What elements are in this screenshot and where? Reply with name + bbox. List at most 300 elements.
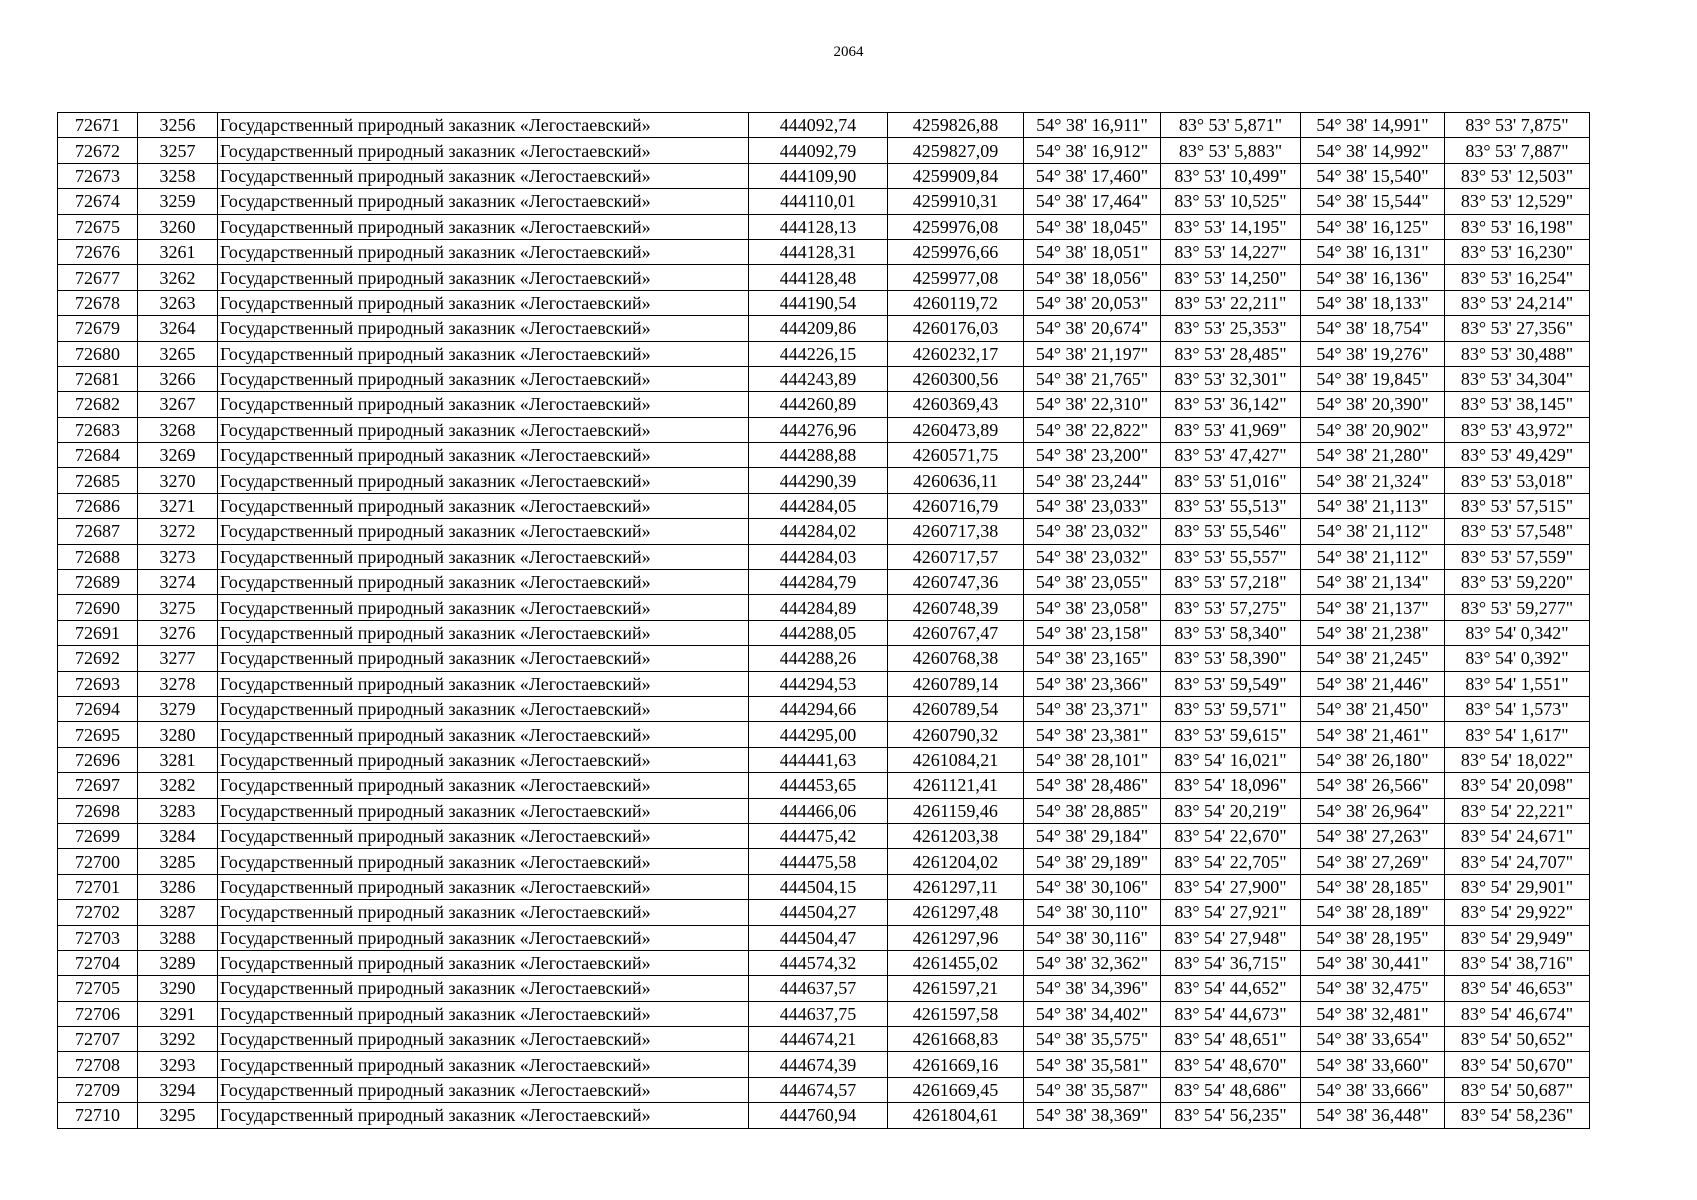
row-id-cell: 72705 bbox=[58, 976, 138, 1001]
row-id-cell: 72691 bbox=[58, 620, 138, 645]
point-number-cell: 3268 bbox=[138, 417, 218, 442]
y-coordinate-cell: 4260119,72 bbox=[888, 290, 1024, 315]
x-coordinate-cell: 444288,88 bbox=[749, 443, 888, 468]
latitude-1-cell: 54° 38' 16,912" bbox=[1024, 138, 1161, 163]
latitude-2-cell: 54° 38' 21,137" bbox=[1301, 595, 1445, 620]
territory-name-cell: Государственный природный заказник «Легостаевский» bbox=[218, 138, 749, 163]
point-number-cell: 3291 bbox=[138, 1001, 218, 1026]
y-coordinate-cell: 4261597,58 bbox=[888, 1001, 1024, 1026]
row-id-cell: 72696 bbox=[58, 747, 138, 772]
longitude-2-cell: 83° 53' 12,503" bbox=[1445, 163, 1590, 188]
y-coordinate-cell: 4260789,54 bbox=[888, 696, 1024, 721]
longitude-2-cell: 83° 54' 22,221" bbox=[1445, 798, 1590, 823]
latitude-1-cell: 54° 38' 22,822" bbox=[1024, 417, 1161, 442]
latitude-1-cell: 54° 38' 38,369" bbox=[1024, 1103, 1161, 1128]
latitude-1-cell: 54° 38' 30,116" bbox=[1024, 925, 1161, 950]
x-coordinate-cell: 444284,05 bbox=[749, 493, 888, 518]
y-coordinate-cell: 4259827,09 bbox=[888, 138, 1024, 163]
row-id-cell: 72700 bbox=[58, 849, 138, 874]
latitude-2-cell: 54° 38' 30,441" bbox=[1301, 950, 1445, 975]
longitude-2-cell: 83° 54' 46,674" bbox=[1445, 1001, 1590, 1026]
row-id-cell: 72672 bbox=[58, 138, 138, 163]
point-number-cell: 3272 bbox=[138, 519, 218, 544]
longitude-2-cell: 83° 54' 29,901" bbox=[1445, 874, 1590, 899]
coordinates-table bbox=[57, 112, 1590, 1129]
point-number-cell: 3294 bbox=[138, 1077, 218, 1102]
latitude-1-cell: 54° 38' 30,106" bbox=[1024, 874, 1161, 899]
longitude-2-cell: 83° 54' 29,949" bbox=[1445, 925, 1590, 950]
latitude-1-cell: 54° 38' 35,581" bbox=[1024, 1052, 1161, 1077]
point-number-cell: 3273 bbox=[138, 544, 218, 569]
y-coordinate-cell: 4261804,61 bbox=[888, 1103, 1024, 1128]
x-coordinate-cell: 444128,13 bbox=[749, 214, 888, 239]
latitude-2-cell: 54° 38' 20,390" bbox=[1301, 392, 1445, 417]
point-number-cell: 3280 bbox=[138, 722, 218, 747]
y-coordinate-cell: 4260473,89 bbox=[888, 417, 1024, 442]
latitude-2-cell: 54° 38' 19,276" bbox=[1301, 341, 1445, 366]
y-coordinate-cell: 4261455,02 bbox=[888, 950, 1024, 975]
territory-name-cell: Государственный природный заказник «Легостаевский» bbox=[218, 1077, 749, 1102]
point-number-cell: 3263 bbox=[138, 290, 218, 315]
territory-name-cell: Государственный природный заказник «Легостаевский» bbox=[218, 773, 749, 798]
longitude-1-cell: 83° 54' 27,921" bbox=[1161, 900, 1301, 925]
x-coordinate-cell: 444260,89 bbox=[749, 392, 888, 417]
y-coordinate-cell: 4261121,41 bbox=[888, 773, 1024, 798]
territory-name-cell: Государственный природный заказник «Легостаевский» bbox=[218, 1052, 749, 1077]
y-coordinate-cell: 4261159,46 bbox=[888, 798, 1024, 823]
territory-name-cell: Государственный природный заказник «Легостаевский» bbox=[218, 113, 749, 138]
longitude-2-cell: 83° 53' 38,145" bbox=[1445, 392, 1590, 417]
latitude-2-cell: 54° 38' 36,448" bbox=[1301, 1103, 1445, 1128]
latitude-1-cell: 54° 38' 28,486" bbox=[1024, 773, 1161, 798]
longitude-1-cell: 83° 54' 27,900" bbox=[1161, 874, 1301, 899]
row-id-cell: 72686 bbox=[58, 493, 138, 518]
longitude-1-cell: 83° 53' 5,883" bbox=[1161, 138, 1301, 163]
x-coordinate-cell: 444760,94 bbox=[749, 1103, 888, 1128]
point-number-cell: 3270 bbox=[138, 468, 218, 493]
longitude-1-cell: 83° 54' 20,219" bbox=[1161, 798, 1301, 823]
y-coordinate-cell: 4261597,21 bbox=[888, 976, 1024, 1001]
longitude-1-cell: 83° 54' 44,673" bbox=[1161, 1001, 1301, 1026]
row-id-cell: 72709 bbox=[58, 1077, 138, 1102]
latitude-1-cell: 54° 38' 23,165" bbox=[1024, 646, 1161, 671]
table-row bbox=[58, 1103, 1590, 1128]
longitude-1-cell: 83° 53' 14,195" bbox=[1161, 214, 1301, 239]
longitude-1-cell: 83° 53' 14,250" bbox=[1161, 265, 1301, 290]
longitude-2-cell: 83° 53' 43,972" bbox=[1445, 417, 1590, 442]
latitude-2-cell: 54° 38' 18,754" bbox=[1301, 316, 1445, 341]
longitude-1-cell: 83° 54' 44,652" bbox=[1161, 976, 1301, 1001]
table-row bbox=[58, 239, 1590, 264]
table-row bbox=[58, 874, 1590, 899]
longitude-1-cell: 83° 53' 57,218" bbox=[1161, 570, 1301, 595]
longitude-1-cell: 83° 53' 58,340" bbox=[1161, 620, 1301, 645]
x-coordinate-cell: 444190,54 bbox=[749, 290, 888, 315]
y-coordinate-cell: 4260176,03 bbox=[888, 316, 1024, 341]
y-coordinate-cell: 4260571,75 bbox=[888, 443, 1024, 468]
y-coordinate-cell: 4261084,21 bbox=[888, 747, 1024, 772]
territory-name-cell: Государственный природный заказник «Легостаевский» bbox=[218, 366, 749, 391]
point-number-cell: 3281 bbox=[138, 747, 218, 772]
territory-name-cell: Государственный природный заказник «Легостаевский» bbox=[218, 189, 749, 214]
table-row bbox=[58, 646, 1590, 671]
table-row bbox=[58, 925, 1590, 950]
territory-name-cell: Государственный природный заказник «Легостаевский» bbox=[218, 722, 749, 747]
latitude-1-cell: 54° 38' 23,371" bbox=[1024, 696, 1161, 721]
territory-name-cell: Государственный природный заказник «Легостаевский» bbox=[218, 747, 749, 772]
y-coordinate-cell: 4260748,39 bbox=[888, 595, 1024, 620]
latitude-2-cell: 54° 38' 21,238" bbox=[1301, 620, 1445, 645]
longitude-1-cell: 83° 53' 10,525" bbox=[1161, 189, 1301, 214]
point-number-cell: 3290 bbox=[138, 976, 218, 1001]
territory-name-cell: Государственный природный заказник «Легостаевский» bbox=[218, 493, 749, 518]
longitude-2-cell: 83° 54' 50,687" bbox=[1445, 1077, 1590, 1102]
latitude-2-cell: 54° 38' 19,845" bbox=[1301, 366, 1445, 391]
row-id-cell: 72702 bbox=[58, 900, 138, 925]
longitude-1-cell: 83° 53' 47,427" bbox=[1161, 443, 1301, 468]
longitude-2-cell: 83° 53' 59,220" bbox=[1445, 570, 1590, 595]
territory-name-cell: Государственный природный заказник «Легостаевский» bbox=[218, 214, 749, 239]
territory-name-cell: Государственный природный заказник «Легостаевский» bbox=[218, 620, 749, 645]
point-number-cell: 3257 bbox=[138, 138, 218, 163]
table-row bbox=[58, 823, 1590, 848]
x-coordinate-cell: 444453,65 bbox=[749, 773, 888, 798]
latitude-1-cell: 54° 38' 21,197" bbox=[1024, 341, 1161, 366]
x-coordinate-cell: 444475,42 bbox=[749, 823, 888, 848]
y-coordinate-cell: 4261669,16 bbox=[888, 1052, 1024, 1077]
longitude-1-cell: 83° 53' 25,353" bbox=[1161, 316, 1301, 341]
latitude-1-cell: 54° 38' 18,051" bbox=[1024, 239, 1161, 264]
latitude-1-cell: 54° 38' 35,587" bbox=[1024, 1077, 1161, 1102]
row-id-cell: 72698 bbox=[58, 798, 138, 823]
x-coordinate-cell: 444110,01 bbox=[749, 189, 888, 214]
table-row bbox=[58, 722, 1590, 747]
longitude-2-cell: 83° 54' 0,392" bbox=[1445, 646, 1590, 671]
longitude-1-cell: 83° 54' 48,651" bbox=[1161, 1027, 1301, 1052]
y-coordinate-cell: 4261297,96 bbox=[888, 925, 1024, 950]
longitude-1-cell: 83° 53' 32,301" bbox=[1161, 366, 1301, 391]
page-number: 2064 bbox=[833, 44, 864, 60]
table-row bbox=[58, 366, 1590, 391]
table-row bbox=[58, 671, 1590, 696]
latitude-1-cell: 54° 38' 23,381" bbox=[1024, 722, 1161, 747]
table-row bbox=[58, 138, 1590, 163]
latitude-2-cell: 54° 38' 15,540" bbox=[1301, 163, 1445, 188]
latitude-1-cell: 54° 38' 28,885" bbox=[1024, 798, 1161, 823]
longitude-1-cell: 83° 53' 59,615" bbox=[1161, 722, 1301, 747]
latitude-2-cell: 54° 38' 18,133" bbox=[1301, 290, 1445, 315]
point-number-cell: 3262 bbox=[138, 265, 218, 290]
y-coordinate-cell: 4260369,43 bbox=[888, 392, 1024, 417]
row-id-cell: 72706 bbox=[58, 1001, 138, 1026]
point-number-cell: 3284 bbox=[138, 823, 218, 848]
row-id-cell: 72682 bbox=[58, 392, 138, 417]
territory-name-cell: Государственный природный заказник «Легостаевский» bbox=[218, 646, 749, 671]
table-row bbox=[58, 290, 1590, 315]
row-id-cell: 72673 bbox=[58, 163, 138, 188]
y-coordinate-cell: 4260747,36 bbox=[888, 570, 1024, 595]
latitude-1-cell: 54° 38' 23,366" bbox=[1024, 671, 1161, 696]
point-number-cell: 3274 bbox=[138, 570, 218, 595]
row-id-cell: 72704 bbox=[58, 950, 138, 975]
y-coordinate-cell: 4259826,88 bbox=[888, 113, 1024, 138]
x-coordinate-cell: 444092,79 bbox=[749, 138, 888, 163]
longitude-2-cell: 83° 54' 29,922" bbox=[1445, 900, 1590, 925]
longitude-2-cell: 83° 53' 57,559" bbox=[1445, 544, 1590, 569]
row-id-cell: 72701 bbox=[58, 874, 138, 899]
longitude-1-cell: 83° 54' 48,670" bbox=[1161, 1052, 1301, 1077]
latitude-1-cell: 54° 38' 23,032" bbox=[1024, 519, 1161, 544]
latitude-2-cell: 54° 38' 21,324" bbox=[1301, 468, 1445, 493]
row-id-cell: 72695 bbox=[58, 722, 138, 747]
row-id-cell: 72689 bbox=[58, 570, 138, 595]
x-coordinate-cell: 444128,48 bbox=[749, 265, 888, 290]
x-coordinate-cell: 444209,86 bbox=[749, 316, 888, 341]
row-id-cell: 72710 bbox=[58, 1103, 138, 1128]
territory-name-cell: Государственный природный заказник «Легостаевский» bbox=[218, 798, 749, 823]
point-number-cell: 3256 bbox=[138, 113, 218, 138]
longitude-2-cell: 83° 53' 7,875" bbox=[1445, 113, 1590, 138]
latitude-2-cell: 54° 38' 21,112" bbox=[1301, 544, 1445, 569]
latitude-1-cell: 54° 38' 35,575" bbox=[1024, 1027, 1161, 1052]
x-coordinate-cell: 444504,27 bbox=[749, 900, 888, 925]
latitude-1-cell: 54° 38' 21,765" bbox=[1024, 366, 1161, 391]
x-coordinate-cell: 444295,00 bbox=[749, 722, 888, 747]
latitude-2-cell: 54° 38' 21,450" bbox=[1301, 696, 1445, 721]
x-coordinate-cell: 444674,39 bbox=[749, 1052, 888, 1077]
longitude-2-cell: 83° 54' 58,236" bbox=[1445, 1103, 1590, 1128]
table-row bbox=[58, 163, 1590, 188]
territory-name-cell: Государственный природный заказник «Легостаевский» bbox=[218, 341, 749, 366]
row-id-cell: 72690 bbox=[58, 595, 138, 620]
latitude-1-cell: 54° 38' 20,674" bbox=[1024, 316, 1161, 341]
latitude-2-cell: 54° 38' 26,180" bbox=[1301, 747, 1445, 772]
territory-name-cell: Государственный природный заказник «Легостаевский» bbox=[218, 976, 749, 1001]
row-id-cell: 72688 bbox=[58, 544, 138, 569]
y-coordinate-cell: 4260717,38 bbox=[888, 519, 1024, 544]
table-row bbox=[58, 341, 1590, 366]
latitude-2-cell: 54° 38' 16,131" bbox=[1301, 239, 1445, 264]
longitude-1-cell: 83° 53' 5,871" bbox=[1161, 113, 1301, 138]
table-row bbox=[58, 468, 1590, 493]
latitude-1-cell: 54° 38' 34,402" bbox=[1024, 1001, 1161, 1026]
latitude-2-cell: 54° 38' 27,263" bbox=[1301, 823, 1445, 848]
table-row bbox=[58, 1052, 1590, 1077]
latitude-1-cell: 54° 38' 29,184" bbox=[1024, 823, 1161, 848]
longitude-1-cell: 83° 53' 55,513" bbox=[1161, 493, 1301, 518]
territory-name-cell: Государственный природный заказник «Легостаевский» bbox=[218, 265, 749, 290]
x-coordinate-cell: 444284,03 bbox=[749, 544, 888, 569]
territory-name-cell: Государственный природный заказник «Легостаевский» bbox=[218, 443, 749, 468]
point-number-cell: 3283 bbox=[138, 798, 218, 823]
y-coordinate-cell: 4260717,57 bbox=[888, 544, 1024, 569]
y-coordinate-cell: 4259910,31 bbox=[888, 189, 1024, 214]
territory-name-cell: Государственный природный заказник «Легостаевский» bbox=[218, 925, 749, 950]
y-coordinate-cell: 4259977,08 bbox=[888, 265, 1024, 290]
table-row bbox=[58, 519, 1590, 544]
longitude-2-cell: 83° 53' 59,277" bbox=[1445, 595, 1590, 620]
row-id-cell: 72681 bbox=[58, 366, 138, 391]
latitude-1-cell: 54° 38' 23,055" bbox=[1024, 570, 1161, 595]
x-coordinate-cell: 444288,26 bbox=[749, 646, 888, 671]
point-number-cell: 3261 bbox=[138, 239, 218, 264]
latitude-1-cell: 54° 38' 17,464" bbox=[1024, 189, 1161, 214]
longitude-1-cell: 83° 54' 16,021" bbox=[1161, 747, 1301, 772]
longitude-1-cell: 83° 54' 36,715" bbox=[1161, 950, 1301, 975]
x-coordinate-cell: 444637,75 bbox=[749, 1001, 888, 1026]
x-coordinate-cell: 444441,63 bbox=[749, 747, 888, 772]
row-id-cell: 72679 bbox=[58, 316, 138, 341]
longitude-2-cell: 83° 53' 27,356" bbox=[1445, 316, 1590, 341]
latitude-2-cell: 54° 38' 28,195" bbox=[1301, 925, 1445, 950]
longitude-2-cell: 83° 54' 24,707" bbox=[1445, 849, 1590, 874]
y-coordinate-cell: 4260716,79 bbox=[888, 493, 1024, 518]
point-number-cell: 3264 bbox=[138, 316, 218, 341]
y-coordinate-cell: 4260300,56 bbox=[888, 366, 1024, 391]
x-coordinate-cell: 444294,53 bbox=[749, 671, 888, 696]
territory-name-cell: Государственный природный заказник «Легостаевский» bbox=[218, 417, 749, 442]
y-coordinate-cell: 4260232,17 bbox=[888, 341, 1024, 366]
latitude-2-cell: 54° 38' 21,112" bbox=[1301, 519, 1445, 544]
table-row bbox=[58, 189, 1590, 214]
point-number-cell: 3258 bbox=[138, 163, 218, 188]
latitude-2-cell: 54° 38' 26,964" bbox=[1301, 798, 1445, 823]
longitude-2-cell: 83° 54' 46,653" bbox=[1445, 976, 1590, 1001]
territory-name-cell: Государственный природный заказник «Легостаевский» bbox=[218, 519, 749, 544]
y-coordinate-cell: 4260636,11 bbox=[888, 468, 1024, 493]
point-number-cell: 3259 bbox=[138, 189, 218, 214]
latitude-1-cell: 54° 38' 30,110" bbox=[1024, 900, 1161, 925]
x-coordinate-cell: 444504,15 bbox=[749, 874, 888, 899]
territory-name-cell: Государственный природный заказник «Легостаевский» bbox=[218, 570, 749, 595]
x-coordinate-cell: 444109,90 bbox=[749, 163, 888, 188]
row-id-cell: 72675 bbox=[58, 214, 138, 239]
row-id-cell: 72703 bbox=[58, 925, 138, 950]
longitude-1-cell: 83° 53' 59,549" bbox=[1161, 671, 1301, 696]
longitude-1-cell: 83° 54' 22,670" bbox=[1161, 823, 1301, 848]
x-coordinate-cell: 444674,57 bbox=[749, 1077, 888, 1102]
row-id-cell: 72676 bbox=[58, 239, 138, 264]
longitude-1-cell: 83° 53' 57,275" bbox=[1161, 595, 1301, 620]
row-id-cell: 72697 bbox=[58, 773, 138, 798]
longitude-1-cell: 83° 53' 36,142" bbox=[1161, 392, 1301, 417]
table-row bbox=[58, 976, 1590, 1001]
x-coordinate-cell: 444284,89 bbox=[749, 595, 888, 620]
longitude-1-cell: 83° 53' 10,499" bbox=[1161, 163, 1301, 188]
longitude-2-cell: 83° 53' 53,018" bbox=[1445, 468, 1590, 493]
row-id-cell: 72674 bbox=[58, 189, 138, 214]
table-row bbox=[58, 798, 1590, 823]
point-number-cell: 3266 bbox=[138, 366, 218, 391]
point-number-cell: 3275 bbox=[138, 595, 218, 620]
latitude-2-cell: 54° 38' 14,991" bbox=[1301, 113, 1445, 138]
row-id-cell: 72683 bbox=[58, 417, 138, 442]
y-coordinate-cell: 4261203,38 bbox=[888, 823, 1024, 848]
longitude-2-cell: 83° 54' 1,551" bbox=[1445, 671, 1590, 696]
y-coordinate-cell: 4260789,14 bbox=[888, 671, 1024, 696]
x-coordinate-cell: 444674,21 bbox=[749, 1027, 888, 1052]
latitude-1-cell: 54° 38' 23,058" bbox=[1024, 595, 1161, 620]
y-coordinate-cell: 4260790,32 bbox=[888, 722, 1024, 747]
latitude-2-cell: 54° 38' 21,280" bbox=[1301, 443, 1445, 468]
latitude-2-cell: 54° 38' 27,269" bbox=[1301, 849, 1445, 874]
latitude-1-cell: 54° 38' 23,032" bbox=[1024, 544, 1161, 569]
table-row bbox=[58, 443, 1590, 468]
territory-name-cell: Государственный природный заказник «Легостаевский» bbox=[218, 544, 749, 569]
longitude-2-cell: 83° 53' 49,429" bbox=[1445, 443, 1590, 468]
territory-name-cell: Государственный природный заказник «Легостаевский» bbox=[218, 874, 749, 899]
territory-name-cell: Государственный природный заказник «Легостаевский» bbox=[218, 1027, 749, 1052]
table-body bbox=[58, 113, 1590, 1129]
territory-name-cell: Государственный природный заказник «Легостаевский» bbox=[218, 823, 749, 848]
latitude-2-cell: 54° 38' 28,189" bbox=[1301, 900, 1445, 925]
point-number-cell: 3295 bbox=[138, 1103, 218, 1128]
longitude-1-cell: 83° 53' 58,390" bbox=[1161, 646, 1301, 671]
point-number-cell: 3276 bbox=[138, 620, 218, 645]
latitude-2-cell: 54° 38' 15,544" bbox=[1301, 189, 1445, 214]
table-row bbox=[58, 570, 1590, 595]
point-number-cell: 3277 bbox=[138, 646, 218, 671]
table-row bbox=[58, 265, 1590, 290]
longitude-1-cell: 83° 53' 51,016" bbox=[1161, 468, 1301, 493]
y-coordinate-cell: 4259976,08 bbox=[888, 214, 1024, 239]
row-id-cell: 72693 bbox=[58, 671, 138, 696]
territory-name-cell: Государственный природный заказник «Легостаевский» bbox=[218, 1103, 749, 1128]
row-id-cell: 72678 bbox=[58, 290, 138, 315]
latitude-2-cell: 54° 38' 21,446" bbox=[1301, 671, 1445, 696]
territory-name-cell: Государственный природный заказник «Легостаевский» bbox=[218, 1001, 749, 1026]
point-number-cell: 3278 bbox=[138, 671, 218, 696]
latitude-1-cell: 54° 38' 18,045" bbox=[1024, 214, 1161, 239]
territory-name-cell: Государственный природный заказник «Легостаевский» bbox=[218, 671, 749, 696]
latitude-2-cell: 54° 38' 21,245" bbox=[1301, 646, 1445, 671]
point-number-cell: 3286 bbox=[138, 874, 218, 899]
table-row bbox=[58, 316, 1590, 341]
latitude-1-cell: 54° 38' 22,310" bbox=[1024, 392, 1161, 417]
row-id-cell: 72699 bbox=[58, 823, 138, 848]
row-id-cell: 72671 bbox=[58, 113, 138, 138]
y-coordinate-cell: 4261297,11 bbox=[888, 874, 1024, 899]
y-coordinate-cell: 4261204,02 bbox=[888, 849, 1024, 874]
longitude-2-cell: 83° 53' 57,515" bbox=[1445, 493, 1590, 518]
y-coordinate-cell: 4259909,84 bbox=[888, 163, 1024, 188]
x-coordinate-cell: 444128,31 bbox=[749, 239, 888, 264]
table-row bbox=[58, 773, 1590, 798]
longitude-2-cell: 83° 53' 30,488" bbox=[1445, 341, 1590, 366]
x-coordinate-cell: 444290,39 bbox=[749, 468, 888, 493]
row-id-cell: 72694 bbox=[58, 696, 138, 721]
longitude-1-cell: 83° 53' 59,571" bbox=[1161, 696, 1301, 721]
longitude-1-cell: 83° 53' 28,485" bbox=[1161, 341, 1301, 366]
longitude-1-cell: 83° 53' 55,557" bbox=[1161, 544, 1301, 569]
longitude-2-cell: 83° 53' 16,254" bbox=[1445, 265, 1590, 290]
table-row bbox=[58, 1077, 1590, 1102]
table-row bbox=[58, 696, 1590, 721]
latitude-2-cell: 54° 38' 33,654" bbox=[1301, 1027, 1445, 1052]
table-row bbox=[58, 392, 1590, 417]
latitude-2-cell: 54° 38' 32,481" bbox=[1301, 1001, 1445, 1026]
table-row bbox=[58, 849, 1590, 874]
latitude-1-cell: 54° 38' 18,056" bbox=[1024, 265, 1161, 290]
latitude-2-cell: 54° 38' 21,113" bbox=[1301, 493, 1445, 518]
y-coordinate-cell: 4259976,66 bbox=[888, 239, 1024, 264]
latitude-1-cell: 54° 38' 23,033" bbox=[1024, 493, 1161, 518]
latitude-2-cell: 54° 38' 32,475" bbox=[1301, 976, 1445, 1001]
point-number-cell: 3279 bbox=[138, 696, 218, 721]
territory-name-cell: Государственный природный заказник «Легостаевский» bbox=[218, 392, 749, 417]
table-row bbox=[58, 417, 1590, 442]
territory-name-cell: Государственный природный заказник «Легостаевский» bbox=[218, 696, 749, 721]
